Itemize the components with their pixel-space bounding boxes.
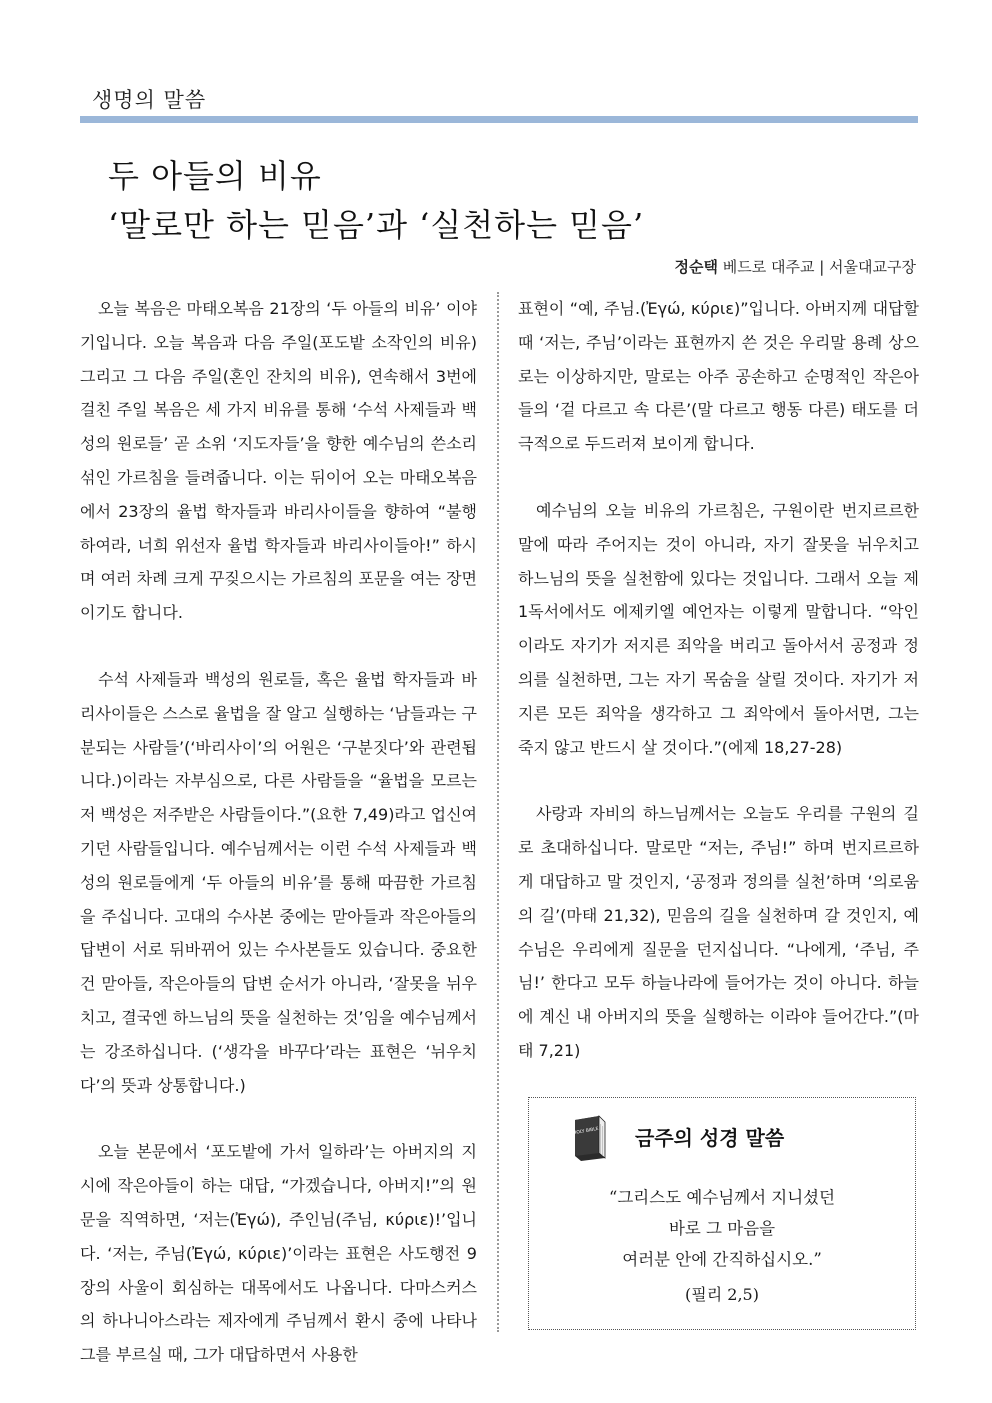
verse-line: 바로 그 마음을: [668, 1219, 776, 1238]
weekly-verse-box: [528, 1097, 916, 1330]
verse-line: “그리스도 예수님께서 지니셨던: [608, 1188, 836, 1207]
paragraph: 오늘 본문에서 ‘포도밭에 가서 일하라’는 아버지의 지시에 작은아들이 하는 대답, “가겠습니다, 아버지!”의 원문을 직역하면, ‘저는(Ἐγώ), 주인님(주님, κύριε)!’입니다. ‘저는, 주님(Ἐγώ, κύριε)’이라는 표현은 사도행전 9장의 사울이 회심하는 대목에서도 나옵니다. 다마스커스의 하나니아스라는 제자에게 주님께서 환시 중에 나타나 그를 부르실 때, 그가 대답하면서 사용한: [80, 1142, 477, 1365]
header-rule: [80, 116, 918, 123]
verse-line: 여러분 안에 간직하십시오.”: [622, 1250, 822, 1269]
bible-icon: [569, 1114, 609, 1162]
paragraph: 예수님의 오늘 비유의 가르침은, 구원이란 번지르르한 말에 따라 주어지는 것이 아니라, 자기 잘못을 뉘우치고 하느님의 뜻을 실천함에 있다는 것입니다. 그래서 오늘 제1독서에서도 에제키엘 예언자는 이렇게 말합니다. “악인이라도 자기가 저지른 죄악을 버리고 돌아서서 공정과 정의를 실천하면, 그는 자기 목숨을 살릴 것이다. 자기가 저지른 모든 죄악을 생각하고 그 죄악에서 돌아서면, 그는 죽지 않고 반드시 살 것이다.”(에제 18,27-28): [518, 500, 919, 757]
column-divider: [497, 292, 499, 1332]
author-name: 정순택: [674, 258, 718, 276]
section-label: 생명의 말씀: [92, 88, 207, 112]
verse-reference: (필리 2,5): [685, 1285, 759, 1304]
byline: [674, 256, 916, 277]
author-role: 베드로 대주교 | 서울대교구장: [722, 258, 916, 276]
verse-box-title: 금주의 성경 말씀: [635, 1126, 785, 1150]
paragraph: 오늘 복음은 마태오복음 21장의 ‘두 아들의 비유’ 이야기입니다. 오늘 복음과 다음 주일(포도밭 소작인의 비유) 그리고 그 다음 주일(혼인 잔치의 비유), 연속해서 3번에 걸친 주일 복음은 세 가지 비유를 통해 ‘수석 사제들과 백성의 원로들’ 곧 소위 ‘지도자들’을 향한 예수님의 쓴소리 섞인 가르침을 들려줍니다. 이는 뒤이어 오는 마태오복음에서 23장의 율법 학자들과 바리사이들을 향하여 “불행하여라, 너희 위선자 율법 학자들과 바리사이들아!” 하시며 여러 차례 크게 꾸짖으시는 가르침의 포문을 여는 장면이기도 합니다.: [80, 299, 477, 623]
left-column: [80, 292, 477, 1372]
bible-label: HOLY BIBLE: [572, 1126, 600, 1137]
paragraph: 수석 사제들과 백성의 원로들, 혹은 율법 학자들과 바리사이들은 스스로 율법을 잘 알고 실행하는 ‘남들과는 구분되는 사람들’(‘바리사이’의 어원은 ‘구분짓다’와 관련됩니다.)이라는 자부심으로, 다른 사람들을 “율법을 모르는 저 백성은 저주받은 사람들이다.”(요한 7,49)라고 업신여기던 사람들입니다. 예수님께서는 이런 수석 사제들과 백성의 원로들에게 ‘두 아들의 비유’를 통해 따끔한 가르침을 주십니다. 고대의 수사본 중에는 맏아들과 작은아들의 답변이 서로 뒤바뀌어 있는 수사본들도 있습니다. 중요한 건 맏아들, 작은아들의 답변 순서가 아니라, ‘잘못을 뉘우치고, 결국엔 하느님의 뜻을 실천하는 것’임을 예수님께서는 강조하십니다. (‘생각을 바꾸다’라는 표현은 ‘뉘우치다’의 뜻과 상통합니다.): [80, 669, 477, 1095]
page-subtitle: ‘말로만 하는 믿음’과 ‘실천하는 믿음’: [108, 206, 645, 244]
paragraph: 표현이 “예, 주님.(Ἐγώ, κύριε)”입니다. 아버지께 대답할 때 ‘저는, 주님’이라는 표현까지 쓴 것은 우리말 용례 상으로는 이상하지만, 말로는 아주 공손하고 순명적인 작은아들의 ‘겉 다르고 속 다른’(말 다르고 행동 다른) 태도를 더 극적으로 두드러져 보이게 합니다.: [518, 299, 919, 454]
page-title: 두 아들의 비유: [108, 157, 322, 195]
verse-text: [529, 1182, 915, 1275]
paragraph: 사랑과 자비의 하느님께서는 오늘도 우리를 구원의 길로 초대하십니다. 말로만 “저는, 주님!” 하며 번지르르하게 대답하고 말 것인지, ‘공정과 정의를 실천’하며 ‘의로움의 길’(마태 21,32), 믿음의 길을 실천하며 갈 것인지, 예수님은 우리에게 질문을 던지십니다. “나에게, ‘주님, 주님!’ 한다고 모두 하늘나라에 들어가는 것이 아니다. 하늘에 계신 내 아버지의 뜻을 실행하는 이라야 들어간다.”(마태 7,21): [518, 804, 919, 1060]
right-column: [518, 292, 919, 1068]
